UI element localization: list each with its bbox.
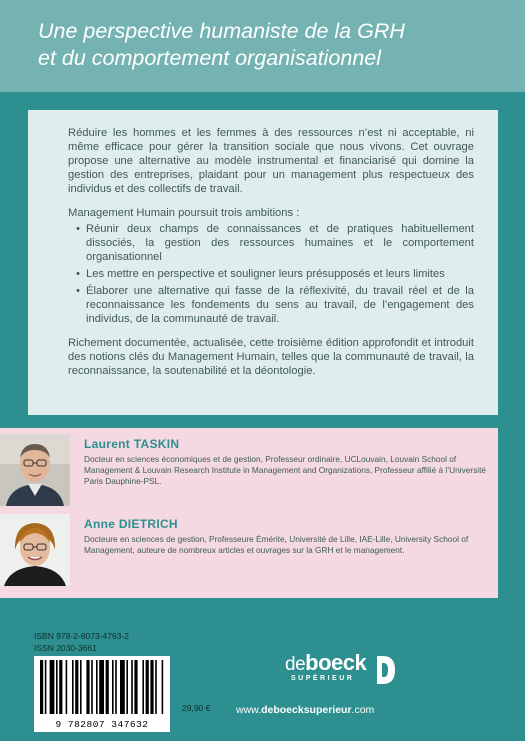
list-item: • Les mettre en perspective et souligner leurs présupposés et leurs limites xyxy=(76,268,445,280)
author-bio: Docteur en sciences économiques et de gestion, Professeur ordinaire, UCLouvain, Louvain School of Management & Louvain Research Institute in Management and Organizations, Professeur affilié à l’Université Paris Dauphine-PSL. xyxy=(84,454,487,486)
logo-de: de xyxy=(285,654,306,675)
bullet-icon: • xyxy=(76,268,80,280)
publisher-website[interactable]: www.deboecksuperieur.com xyxy=(236,704,375,716)
publisher-logo-wordmark xyxy=(285,652,366,676)
title-line-2: et du comportement organisationnel xyxy=(38,46,382,70)
price: 29,90 € xyxy=(182,703,211,713)
author-name: Anne DIETRICH xyxy=(84,517,178,531)
cover-back-title xyxy=(38,18,508,72)
closing-paragraph: Richement documentée, actualisée, cette troisième édition approfondit et introduit des notions clés du Management Humain, telles que la communauté de travail, la reconnaissance, la soutenabilité et la déontologie. xyxy=(68,337,474,377)
author-bio: Docteure en sciences de gestion, Professeure Émérite, Université de Lille, IAE-Lille, University School of Management, auteure de nombreux articles et ouvrages sur la GRH et le management. xyxy=(84,534,469,555)
bullet-icon: • xyxy=(76,285,80,297)
author-photo-image xyxy=(0,434,70,506)
list-item: • Élaborer une alternative qui fasse de la réflexivité, du travail réel et de la reconnaissance les fondements du sens au travail, de l’engagement des individus, de la communauté de travail. xyxy=(76,285,474,325)
author-block xyxy=(0,434,498,506)
title-line-1: Une perspective humaniste de la GRH xyxy=(38,19,405,43)
list-item: • Réunir deux champs de connaissances et de pratiques habituellement dissociés, la gestion des ressources humaines et le comportement organisationnel xyxy=(76,223,474,263)
description-text xyxy=(68,126,474,388)
author-photo xyxy=(0,434,70,506)
intro-paragraph: Réduire les hommes et les femmes à des ressources n’est ni acceptable, ni même efficace pour gérer la transition sociale que nous vivons. Cet ouvrage propose une alternative au modèle instrumental et financiarisé qui domine la gestion des entreprises, plaidant pour un management plus respectueux des individus et des collectifs de travail. xyxy=(68,127,474,195)
bullet-icon: • xyxy=(76,223,80,235)
logo-boeck: boeck xyxy=(305,650,367,675)
logo-subtitle: SUPÉRIEUR xyxy=(291,675,355,682)
barcode xyxy=(34,656,170,732)
authors-panel xyxy=(0,428,498,598)
ambitions-intro: Management Humain poursuit trois ambitions : xyxy=(68,207,300,219)
barcode-digits: 9 782807 347632 xyxy=(55,719,149,730)
author-block xyxy=(0,514,498,586)
publisher-logo-mark-icon xyxy=(377,654,395,686)
ambitions-list xyxy=(68,222,474,326)
author-name: Laurent TASKIN xyxy=(84,437,180,451)
publisher-logo xyxy=(285,652,395,688)
isbn: ISBN 978-2-8073-4763-2 xyxy=(34,631,129,641)
author-photo xyxy=(0,514,70,586)
barcode-bars xyxy=(34,656,170,718)
title-band xyxy=(0,0,525,92)
author-photo-image xyxy=(0,514,70,586)
issn: ISSN 2030-3661 xyxy=(34,643,97,653)
description-panel xyxy=(28,110,498,415)
